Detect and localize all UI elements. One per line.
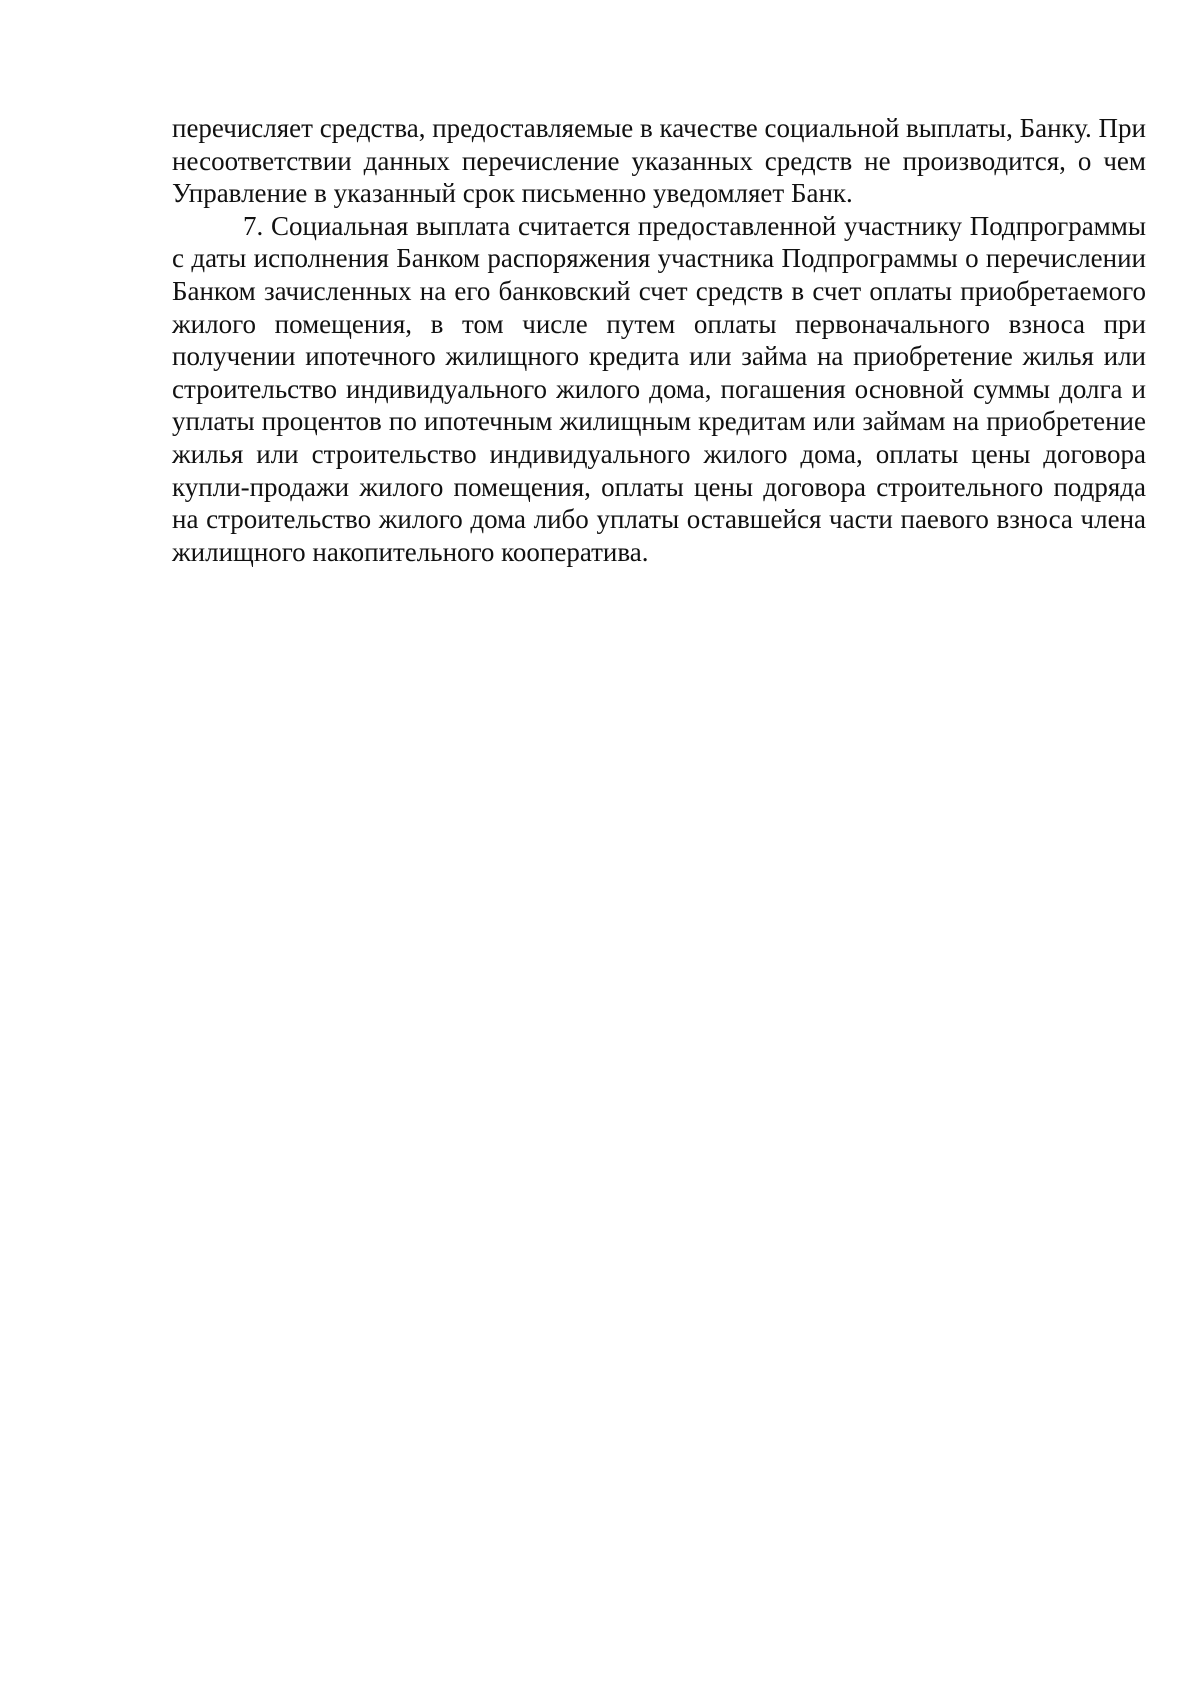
paragraph-continuation: перечисляет средства, предоставляемые в качестве социальной выплаты, Банку. При несоответствии данных перечисление указанных средств не производится, о чем Управление в указанный срок письменно уведомляет Банк.: [172, 113, 1146, 209]
document-body: [172, 112, 1146, 568]
paragraph-item-7: 7. Социальная выплата считается предоставленной участнику Подпрограммы с даты исполнения Банком распоряжения участника Подпрограммы о перечислении Банком зачисленных на его банковский счет средств в счет оплаты приобретаемого жилого помещения, в том числе путем оплаты первоначального взноса при получении ипотечного жилищного кредита или займа на приобретение жилья или строительство индивидуального жилого дома, погашения основной суммы долга и уплаты процентов по ипотечным жилищным кредитам или займам на приобретение жилья или строительство индивидуального жилого дома, оплаты цены договора купли-продажи жилого помещения, оплаты цены договора строительного подряда на строительство жилого дома либо уплаты оставшейся части паевого взноса члена жилищного накопительного кооператива.: [172, 210, 1146, 567]
